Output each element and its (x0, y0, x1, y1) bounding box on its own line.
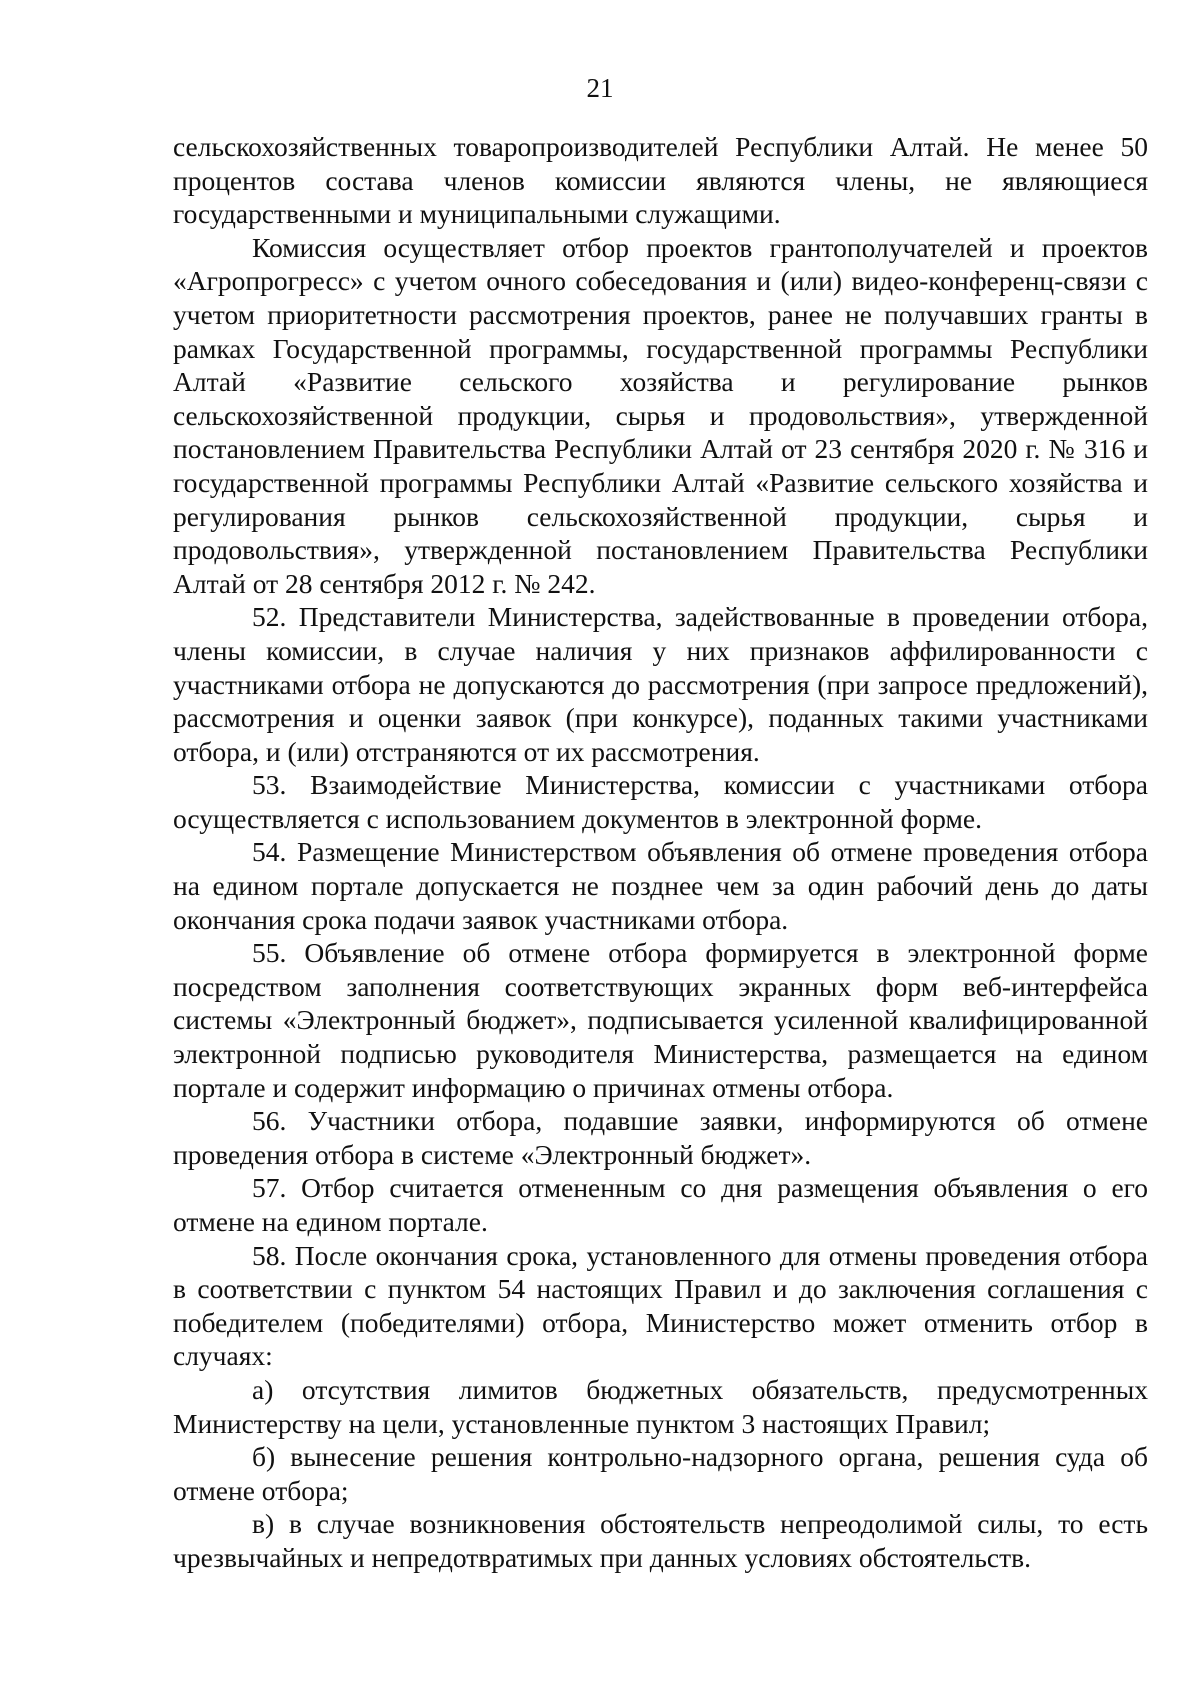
paragraph-54: 54. Размещение Министерством объявления об отмене проведения отбора на едином портале допускается не позднее чем за один рабочий день до даты окончания срока подачи заявок участниками отбора. (173, 836, 1148, 935)
paragraph-52: 52. Представители Министерства, задействованные в проведении отбора, члены комиссии, в случае наличия у них признаков аффилированности с участниками отбора не допускаются до рассмотрения (при запросе предложений), рассмотрения и оценки заявок (при конкурсе), поданных такими участниками отбора, и (или) отстраняются от их рассмотрения. (173, 601, 1148, 767)
paragraph-commission-selection: Комиссия осуществляет отбор проектов грантополучателей и проектов «Агропрогресс» с учетом очного собеседования и (или) видео-конференц-связи с учетом приоритетности рассмотрения проектов, ранее не получавших гранты в рамках Государственной программы, государственной программы Республики Алтай «Развитие сельского хозяйства и регулирование рынков сельскохозяйственной продукции, сырья и продовольствия», утвержденной постановлением Правительства Республики Алтай от 23 сентября 2020 г. № 316 и государственной программы Республики Алтай «Развитие сельского хозяйства и регулирования рынков сельскохозяйственной продукции, сырья и продовольствия», утвержденной постановлением Правительства Республики Алтай от 28 сентября 2012 г. № 242. (173, 231, 1148, 599)
paragraph-56: 56. Участники отбора, подавшие заявки, информируются об отмене проведения отбора в системе «Электронный бюджет». (173, 1105, 1148, 1170)
page-number: 21 (586, 73, 614, 103)
list-item-b: б) вынесение решения контрольно-надзорного органа, решения суда об отмене отбора; (173, 1441, 1148, 1506)
paragraph-continuation: сельскохозяйственных товаропроизводителей Республики Алтай. Не менее 50 процентов состава членов комиссии являются члены, не являющиеся государственными и муниципальными служащими. (173, 131, 1148, 230)
document-body (173, 130, 1148, 1575)
paragraph-58: 58. После окончания срока, установленного для отмены проведения отбора в соответствии с пунктом 54 настоящих Правил и до заключения соглашения с победителем (победителями) отбора, Министерство может отменить отбор в случаях: (173, 1239, 1148, 1372)
paragraph-57: 57. Отбор считается отмененным со дня размещения объявления о его отмене на едином портале. (173, 1172, 1148, 1237)
list-item-v: в) в случае возникновения обстоятельств непреодолимой силы, то есть чрезвычайных и непредотвратимых при данных условиях обстоятельств. (173, 1508, 1148, 1573)
paragraph-53: 53. Взаимодействие Министерства, комиссии с участниками отбора осуществляется с использованием документов в электронной форме. (173, 769, 1148, 834)
list-item-a: а) отсутствия лимитов бюджетных обязательств, предусмотренных Министерству на цели, установленные пунктом 3 настоящих Правил; (173, 1373, 1148, 1439)
paragraph-55: 55. Объявление об отмене отбора формируется в электронной форме посредством заполнения соответствующих экранных форм веб-интерфейса системы «Электронный бюджет», подписывается усиленной квалифицированной электронной подписью руководителя Министерства, размещается на едином портале и содержит информацию о причинах отмены отбора. (173, 937, 1148, 1103)
